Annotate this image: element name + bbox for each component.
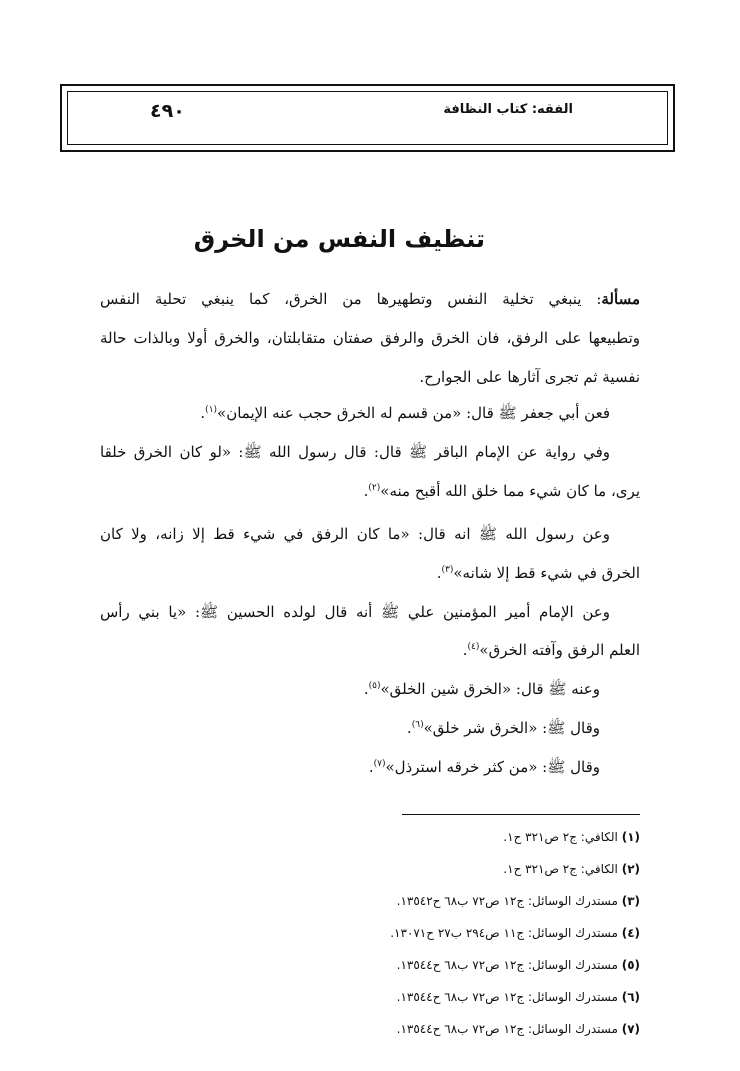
footnote-ref: (٥) — [368, 681, 381, 691]
hadith-line: وعن رسول الله ﷺ انه قال: «ما كان الرفق في شيء قط إلا زانه، ولا كان — [100, 525, 610, 543]
footnote-text: الكافي: ج٢ ص٣٢١ ح١. — [503, 830, 618, 844]
footnote-ref: (٧) — [373, 759, 386, 769]
footnote-number: (٦) — [621, 990, 640, 1004]
hadith-text: يرى، ما كان شيء مما خلق الله أقبح منه» — [380, 482, 640, 500]
hadith-end: . — [406, 719, 412, 737]
footnote-number: (٤) — [621, 926, 640, 940]
section-title: تنظيف النفس من الخرق — [193, 225, 485, 253]
hadith-text: وقال ﷺ: «الخرق شر خلق» — [423, 719, 600, 737]
footnote-number: (٣) — [621, 894, 640, 908]
hadith-line: وعن الإمام أمير المؤمنين علي ﷺ أنه قال لولده الحسين ﷺ: «يا بني رأس — [100, 603, 610, 621]
paragraph-line: وتطبيعها على الرفق، فان الخرق والرفق صفتان متقابلتان، والخرق أولا وبالذات حالة — [100, 329, 640, 347]
footnote-separator — [402, 814, 640, 815]
footnote-text: مستدرك الوسائل: ج١٢ ص٧٢ ب٦٨ ح١٣٥٤٤. — [396, 990, 618, 1004]
footnote-text: مستدرك الوسائل: ج١١ ص٢٩٤ ب٢٧ ح١٣٠٧١. — [390, 926, 618, 940]
hadith-line — [100, 404, 610, 426]
hadith-line — [100, 680, 600, 702]
running-header-title: الفقه: كتاب النظافة — [443, 102, 573, 117]
hadith-text: العلم الرفق وآفته الخرق» — [479, 641, 640, 659]
footnote-text: الكافي: ج٢ ص٣٢١ ح١. — [503, 862, 618, 876]
lead-word: مسألة — [601, 290, 640, 308]
footnote-ref: (٣) — [441, 565, 454, 575]
paragraph-text: : ينبغي تخلية النفس وتطهيرها من الخرق، كما ينبغي تحلية النفس — [100, 290, 602, 308]
hadith-line — [100, 641, 640, 659]
footnote-item — [503, 830, 640, 844]
hadith-end: . — [368, 758, 374, 776]
footnote-ref: (١) — [205, 405, 218, 415]
footnote-item — [390, 926, 640, 940]
footnote-item — [397, 958, 640, 972]
footnote-number: (٧) — [621, 1022, 640, 1036]
hadith-text: فعن أبي جعفر ﷺ قال: «من قسم له الخرق حجب عنه الإيمان» — [217, 404, 610, 422]
hadith-text: الخرق في شيء قط إلا شانه» — [453, 564, 640, 582]
footnote-text: مستدرك الوسائل: ج١٢ ص٧٢ ب٦٨ ح١٣٥٤٤. — [396, 958, 618, 972]
running-header — [60, 84, 675, 152]
footnote-text: مستدرك الوسائل: ج١٢ ص٧٢ ب٦٨ ح١٣٥٤٢. — [396, 894, 618, 908]
hadith-line — [100, 719, 600, 741]
footnote-item — [397, 1022, 640, 1036]
paragraph-line — [100, 290, 640, 308]
hadith-line: وفي رواية عن الإمام الباقر ﷺ قال: قال رسول الله ﷺ: «لو كان الخرق خلقا — [100, 443, 610, 461]
hadith-line — [100, 564, 640, 582]
footnote-item — [503, 862, 640, 876]
hadith-text: وعنه ﷺ قال: «الخرق شين الخلق» — [380, 680, 600, 698]
hadith-line — [100, 482, 640, 500]
hadith-end: . — [363, 482, 369, 500]
footnote-item — [397, 990, 640, 1004]
footnote-item — [397, 894, 640, 908]
footnote-ref: (٢) — [368, 483, 381, 493]
footnote-ref: (٦) — [411, 720, 424, 730]
hadith-end: . — [200, 404, 206, 422]
page-number: ٤٩٠ — [150, 100, 185, 122]
footnote-number: (٢) — [621, 862, 640, 876]
hadith-end: . — [436, 564, 442, 582]
footnote-number: (١) — [621, 830, 640, 844]
hadith-end: . — [363, 680, 369, 698]
hadith-end: . — [462, 641, 468, 659]
hadith-text: وقال ﷺ: «من كثر خرقه استرذل» — [385, 758, 600, 776]
footnote-ref: (٤) — [467, 642, 480, 652]
footnote-number: (٥) — [621, 958, 640, 972]
footnote-text: مستدرك الوسائل: ج١٢ ص٧٢ ب٦٨ ح١٣٥٤٤. — [396, 1022, 618, 1036]
paragraph-line: نفسية ثم تجرى آثارها على الجوارح. — [419, 368, 640, 386]
hadith-line — [100, 758, 600, 780]
